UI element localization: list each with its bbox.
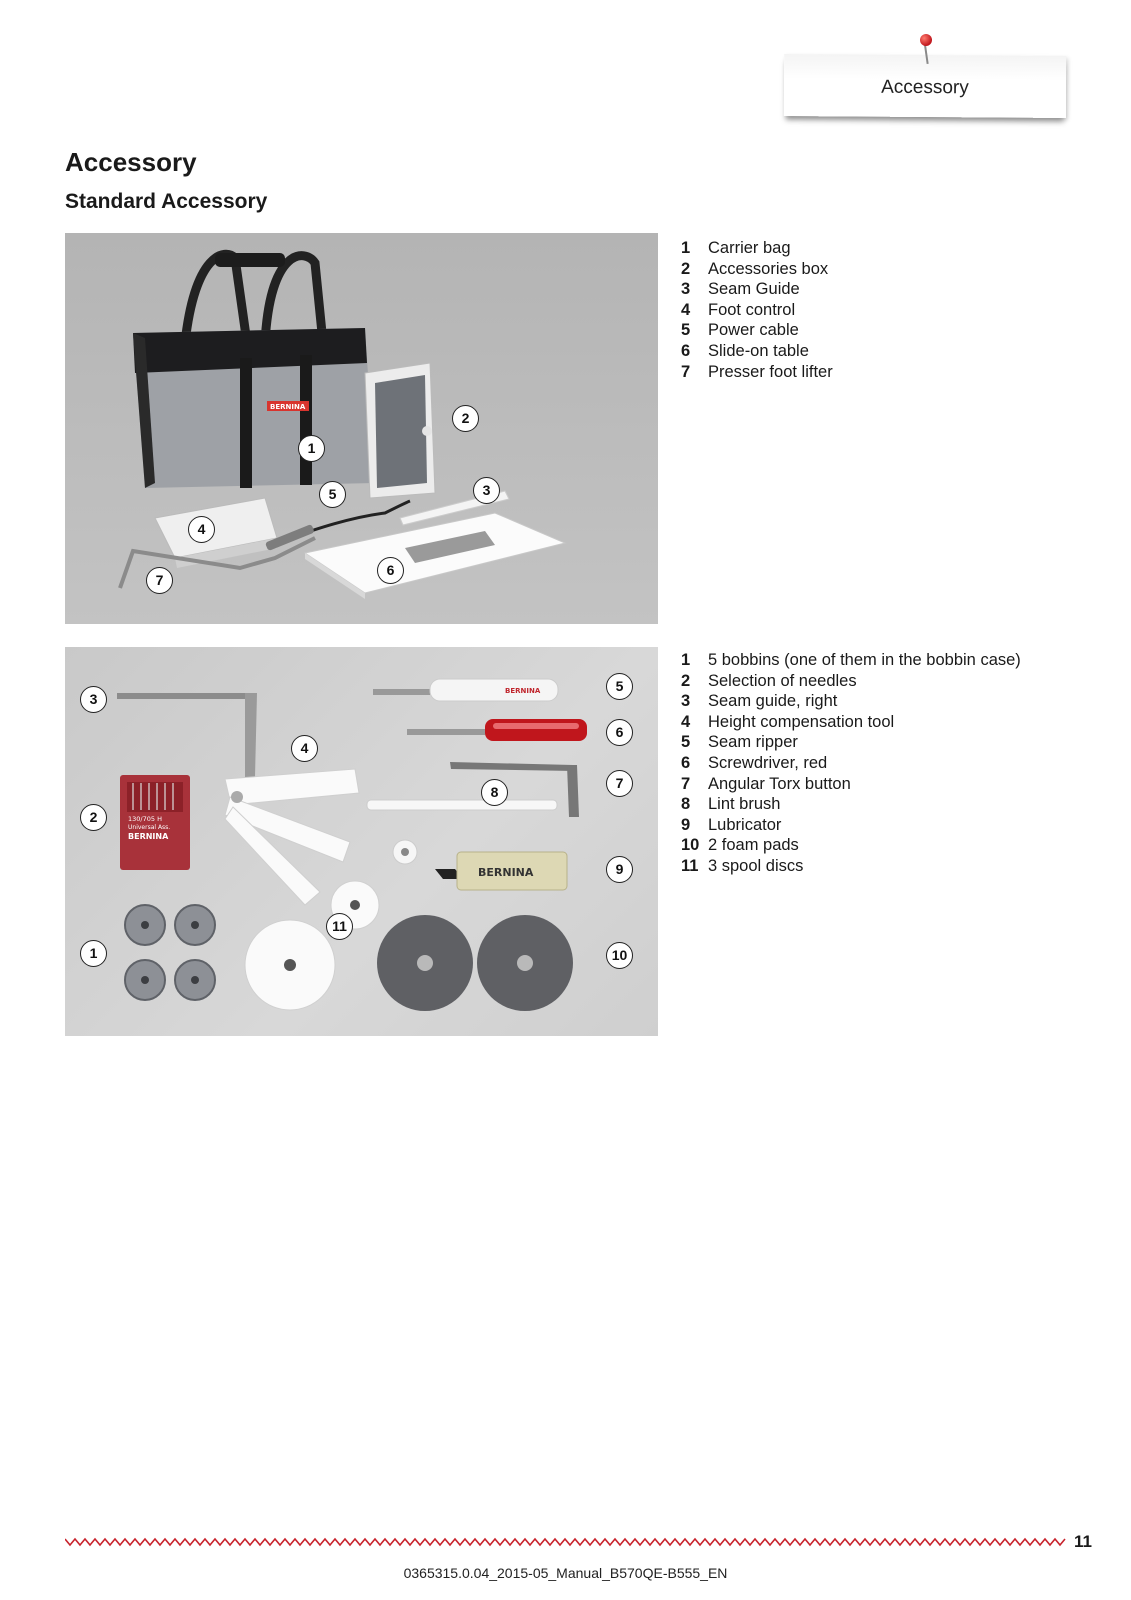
document-id: 0365315.0.04_2015-05_Manual_B570QE-B555_EN bbox=[403, 1565, 728, 1581]
legend2-item: 9 Lubricator bbox=[681, 815, 782, 834]
legend2-item: 6 Screwdriver, red bbox=[681, 753, 828, 772]
legend2-item: 1 5 bobbins (one of them in the bobbin case) bbox=[681, 651, 1021, 669]
figure2-legend bbox=[681, 650, 1021, 877]
section-tab-label: Accessory bbox=[881, 76, 969, 99]
photo1-marker-5: 5 bbox=[319, 481, 346, 508]
photo2-marker-3: 3 bbox=[80, 686, 107, 713]
footer-divider bbox=[65, 1537, 1068, 1547]
photo2-marker-4: 4 bbox=[291, 735, 318, 762]
legend1-item: 6 Slide-on table bbox=[681, 341, 809, 360]
photo2-marker-2: 2 bbox=[80, 804, 107, 831]
legend1-item: 5 Power cable bbox=[681, 321, 799, 340]
photo2-marker-1: 1 bbox=[80, 940, 107, 967]
photo2-marker-5: 5 bbox=[606, 673, 633, 700]
page-title: Accessory bbox=[65, 147, 197, 177]
accessory-photo-1-illustration bbox=[65, 233, 658, 624]
legend2-item: 10 2 foam pads bbox=[681, 836, 799, 855]
legend1-item: 7 Presser foot lifter bbox=[681, 362, 833, 381]
legend1-item: 4 Foot control bbox=[681, 300, 796, 319]
legend2-item: 5 Seam ripper bbox=[681, 733, 798, 752]
photo2-marker-9: 9 bbox=[606, 856, 633, 883]
legend1-item: 2 Accessories box bbox=[681, 259, 829, 278]
legend2-item: 2 Selection of needles bbox=[681, 671, 857, 690]
page-number: 11 bbox=[1074, 1532, 1092, 1551]
photo1-marker-3: 3 bbox=[473, 477, 500, 504]
pin-icon bbox=[920, 34, 932, 46]
accessory-photo-1 bbox=[65, 233, 658, 624]
needle-pack-size: 130/705 H bbox=[128, 815, 162, 823]
bag-logo: BERNINA bbox=[270, 403, 306, 411]
legend2-item: 3 Seam guide, right bbox=[681, 692, 838, 711]
photo1-marker-6: 6 bbox=[377, 557, 404, 584]
legend2-item: 4 Height compensation tool bbox=[681, 712, 895, 731]
needle-pack-brand: BERNINA bbox=[128, 832, 169, 841]
photo1-marker-2: 2 bbox=[452, 405, 479, 432]
lubricator-logo: BERNINA bbox=[478, 866, 534, 879]
needle-pack-type: Universal Ass. bbox=[128, 824, 171, 831]
page-subtitle: Standard Accessory bbox=[65, 190, 268, 213]
figure1-legend bbox=[681, 238, 833, 382]
legend1-item: 1 Carrier bag bbox=[681, 239, 791, 257]
legend2-item: 7 Angular Torx button bbox=[681, 774, 851, 793]
legend2-item: 11 3 spool discs bbox=[681, 856, 804, 875]
photo1-marker-7: 7 bbox=[146, 567, 173, 594]
photo2-marker-10: 10 bbox=[606, 942, 633, 969]
photo2-marker-11: 11 bbox=[326, 913, 353, 940]
legend2-item: 8 Lint brush bbox=[681, 795, 781, 814]
accessory-photo-2-illustration bbox=[65, 647, 658, 1036]
photo1-marker-4: 4 bbox=[188, 516, 215, 543]
legend1-item: 3 Seam Guide bbox=[681, 280, 800, 299]
photo1-marker-1: 1 bbox=[298, 435, 325, 462]
section-tab bbox=[784, 54, 1066, 118]
photo2-marker-7: 7 bbox=[606, 770, 633, 797]
accessory-photo-2 bbox=[65, 647, 658, 1036]
photo2-marker-6: 6 bbox=[606, 719, 633, 746]
ripper-logo: BERNINA bbox=[505, 687, 541, 695]
photo2-marker-8: 8 bbox=[481, 779, 508, 806]
